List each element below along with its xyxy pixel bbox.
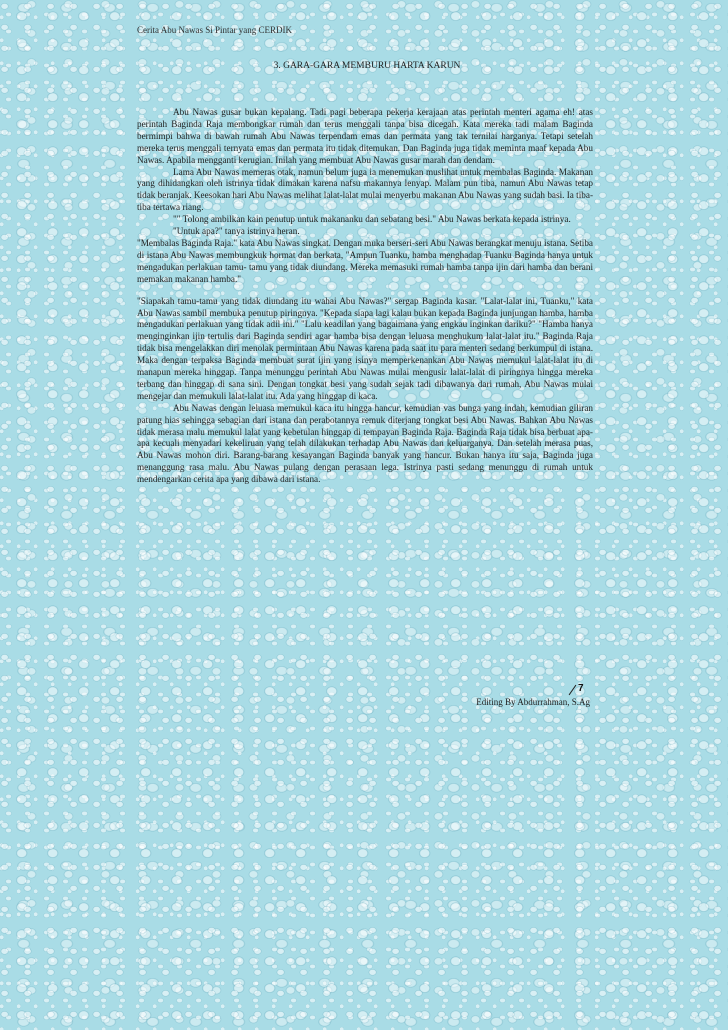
page-number: 7 xyxy=(578,683,592,694)
story-body xyxy=(137,107,593,486)
story-paragraph: Abu Nawas dengan leluasa memukul kaca itu hingga hancur, kemudian vas bunga yang indah, kemudian giliran patung hias sehingga sebagian dari istana dan perabotannya remuk diterjang tongkat besi Abu Nawas. Bahkan Abu Nawas tidak merasa malu memukul lalat yang kebetulan hinggap di tempayan Baginda Raja. Baginda Raja tidak bisa berbuat apa-apa kecuali menyadari kekeliruan yang telah dilakukan terhadap Abu Nawas dan keluarganya. Dan setelah merasa puas, Abu Nawas mohon diri. Barang-barang kesayangan Baginda banyak yang hancur. Bukan hanya itu saja, Baginda juga menanggung rasa malu. Abu Nawas pulang dengan perasaan lega. Istrinya pasti sedang menunggu di rumah untuk mendengarkan cerita apa yang dibawa dari istana. xyxy=(137,402,593,485)
story-paragraph: "" Tolong ambilkan kain penutup untuk makananku dan sebatang besi." Abu Nawas berkata kepada istrinya. xyxy=(173,214,571,225)
story-paragraph: Lama Abu Nawas memeras otak, namun belum juga ia menemukan muslihat untuk membalas Baginda. Makanan yang dihidangkan oleh istrinya tidak dimakan karena nafsu makannya lenyap. Malam pun tiba, namun Abu Nawas tetap tidak beranjak. Keesokan hari Abu Nawas melihat lalat-lalat mulai menyerbu makanan Abu Nawas yang sudah basi. Ia tiba-tiba tertawa riang. xyxy=(137,166,593,213)
story-paragraph: "Untuk apa?" tanya istrinya heran. xyxy=(173,226,300,237)
story-paragraph: Abu Nawas gusar bukan kepalang. Tadi pagi beberapa pekerja kerajaan atas perintah menteri agama eh! atas perintah Baginda Raja membongkar rumah dan terus menggali tanpa bisa dicegah. Kata mereka tadi malam Baginda bermimpi bahwa di bawah rumah Abu Nawas terpendam emas dan permata yang tak ternilai harganya. Tetapi setelah mereka terus menggali ternyata emas dan permata itu tidak ditemukan. Dan Baginda juga tidak meminta maaf kepada Abu Nawas. Apabila mengganti kerugian. Inilah yang membuat Abu Nawas gusar marah dan dendam. xyxy=(137,107,593,165)
story-paragraph: "Siapakah tamu-tamu yang tidak diundang itu wahai Abu Nawas?" sergap Baginda kasar. "Lalat-lalat ini, Tuanku," kata Abu Nawas sambil membuka penutup piringnya. "Kepada siapa lagi kalau bukan kepada Baginda junjungan hamba, hamba mengadukan perlakuan yang tidak adil ini." "Lalu keadilan yang bagaimana yang engkau inginkan dariku?" "Hamba hanya menginginkan ijin tertulis dari Baginda sendiri agar hamba bisa dengan leluasa menghukum lalat-lalat itu." Baginda Raja tidak bisa mengelakkan diri menolak permintaan Abu Nawas karena pada saat itu para menteri sedang berkumpul di istana. Maka dengan terpaksa Baginda membuat surat ijin yang isinya memperkenankan Abu Nawas memukul lalat-lalat itu di manapun mereka hinggap. Tanpa menunggu perintah Abu Nawas mulai mengusir lalat-lalat di piringnya hingga mereka terbang dan hinggap di sana sini. Dengan tongkat besi yang sudah sejak tadi dibawanya dari rumah, Abu Nawas mulai mengejar dan memukuli lalat-lalat itu. Ada yang hinggap di kaca. xyxy=(137,295,593,401)
chapter-title: 3. GARA-GARA MEMBURU HARTA KARUN xyxy=(273,61,461,71)
story-paragraph: "Membalas Baginda Raja." kata Abu Nawas singkat. Dengan muka berseri-seri Abu Nawas berangkat menuju istana. Setiba di istana Abu Nawas membungkuk hormat dan berkata, "Ampun Tuanku, hamba menghadap Tuanku Baginda hanya untuk mengadukan perlakuan tamu- tamu yang tidak diundang. Mereka memasuki rumah hamba tanpa ijin dari hamba dan berani memakan makanan hamba." xyxy=(137,237,593,284)
editor-credit: Editing By Abdurrahman, S.Ag xyxy=(476,697,590,707)
book-title-header: Cerita Abu Nawas Si Pintar yang CERDIK xyxy=(137,25,292,35)
